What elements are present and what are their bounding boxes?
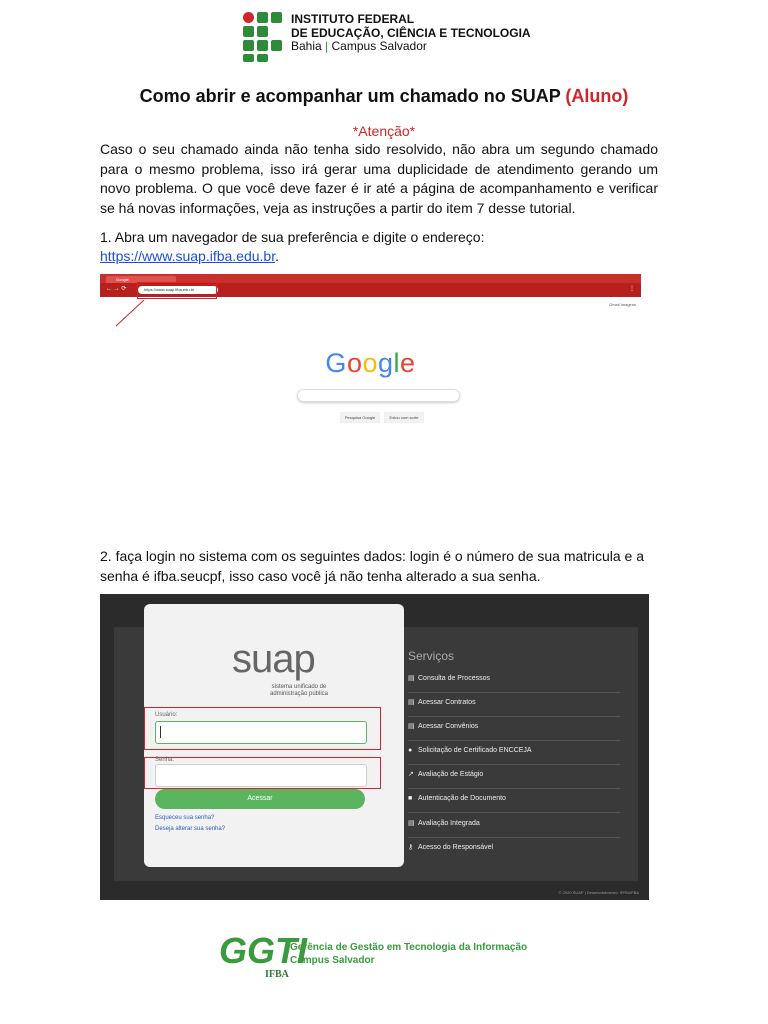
- ifba-logo-icon: [243, 12, 285, 64]
- service-label: Acessar Convênios: [418, 723, 479, 730]
- google-letter: o: [362, 348, 378, 378]
- google-top-links: Gmail Imagens: [609, 302, 636, 307]
- service-item[interactable]: [408, 741, 620, 765]
- lock-icon: ■: [408, 795, 413, 802]
- title-role: (Aluno): [565, 86, 629, 106]
- google-search-box: [297, 389, 460, 402]
- institution-line1: INSTITUTO FEDERAL: [291, 12, 415, 26]
- browser-screenshot: [100, 274, 641, 508]
- institution-state: Bahia: [291, 39, 322, 53]
- step-1-period: .: [275, 248, 279, 264]
- step-1-text: 1. Abra um navegador de sua preferência e digite o endereço:: [100, 229, 485, 245]
- institution-separator: |: [325, 39, 329, 53]
- google-search-button: Pesquisa Google: [340, 412, 380, 423]
- suap-logo: suap: [232, 637, 315, 681]
- service-label: Avaliação de Estágio: [418, 771, 484, 778]
- ggti-logo-text: GGTI: [219, 930, 307, 971]
- google-letter: o: [346, 348, 363, 378]
- service-label: Acesso do Responsável: [418, 844, 494, 851]
- institution-line2: DE EDUCAÇÃO, CIÊNCIA E TECNOLOGIA: [291, 25, 531, 40]
- suap-login-card: [144, 604, 404, 867]
- ggti-logo-icon: [219, 915, 307, 981]
- service-item[interactable]: [408, 789, 620, 813]
- pointer-arrow-icon: [114, 298, 146, 328]
- suap-link[interactable]: https://www.suap.ifba.edu.br: [100, 248, 276, 264]
- google-letter: g: [378, 348, 394, 378]
- forgot-password-link[interactable]: Esqueceu sua senha?: [155, 815, 215, 821]
- service-item[interactable]: [408, 765, 620, 789]
- ggti-logo-sub: IFBA: [265, 969, 289, 980]
- suap-tagline: sistema unificado de administração pública: [269, 684, 329, 697]
- key-icon: ⚷: [408, 844, 414, 851]
- ggti-line1: Gerência de Gestão em Tecnologia da Informação: [290, 942, 528, 953]
- intro-paragraph: Caso o seu chamado ainda não tenha sido resolvido, não abra um segundo chamado para o mesmo problema, isso irá gerar uma duplicidade de atendimento gerando um novo problema. O que você deve fazer é ir até a página de acompanhamento e verificar se há novas informações, veja as instruções a partir do item 7 desse tutorial.: [100, 141, 658, 216]
- password-label: Senha:: [155, 757, 175, 763]
- ggti-name: [290, 941, 527, 967]
- change-password-link[interactable]: Deseja alterar sua senha?: [155, 826, 226, 832]
- service-label: Solicitação de Certificado ENCCEJA: [418, 747, 532, 754]
- service-item[interactable]: [408, 717, 620, 741]
- service-label: Acessar Contratos: [418, 699, 476, 706]
- service-item[interactable]: [408, 669, 620, 693]
- ggti-line2: Campus Salvador: [290, 955, 375, 966]
- page-title: [0, 86, 768, 107]
- step-1: [100, 228, 660, 266]
- google-logo: [100, 348, 641, 379]
- title-main: Como abrir e acompanhar um chamado no SUAP: [139, 86, 566, 106]
- service-label: Autenticação de Documento: [418, 795, 506, 802]
- address-highlight-box: [137, 282, 217, 299]
- username-label: Usuário:: [155, 712, 178, 718]
- service-item[interactable]: [408, 838, 620, 862]
- username-highlight-box: [144, 707, 381, 750]
- services-title: Serviços: [408, 649, 455, 663]
- browser-menu-icon: ⋮: [629, 286, 635, 292]
- google-letter: l: [393, 348, 401, 378]
- service-label: Avaliação Integrada: [418, 820, 480, 827]
- document-icon: ▤: [408, 820, 415, 827]
- document-icon: ▤: [408, 675, 415, 682]
- step-2: 2. faça login no sistema com os seguintes dados: login é o número de sua matricula e a senha é ifba.seucpf, isso caso você já não tenha alterado a sua senha.: [100, 548, 644, 584]
- google-lucky-button: Estou com sorte: [384, 412, 424, 423]
- institution-campus: Campus Salvador: [331, 39, 427, 53]
- browser-address-bar: https://www.suap.ifba.edu.br: [138, 286, 218, 294]
- google-letter: G: [325, 348, 347, 378]
- password-highlight-box: [144, 757, 381, 789]
- suap-login-screenshot: [100, 594, 649, 900]
- suap-footer: © 2020 SUAP | Desenvolvimento: IFRN/IFBA: [558, 890, 639, 895]
- login-button[interactable]: Acessar: [155, 789, 365, 809]
- circle-icon: ●: [408, 747, 413, 754]
- institution-name: [291, 13, 531, 54]
- service-item[interactable]: [408, 814, 620, 838]
- document-icon: ▤: [408, 699, 415, 706]
- attention-label: *Atenção*: [352, 123, 416, 139]
- google-letter: e: [400, 348, 416, 378]
- institution-line3: [291, 40, 531, 54]
- chart-icon: ↗: [408, 771, 414, 778]
- service-item[interactable]: [408, 693, 620, 717]
- browser-tab: Google: [106, 276, 176, 283]
- nav-arrows-icon: ← → ⟳: [106, 286, 127, 292]
- service-label: Consulta de Processos: [418, 675, 490, 682]
- document-icon: ▤: [408, 723, 415, 730]
